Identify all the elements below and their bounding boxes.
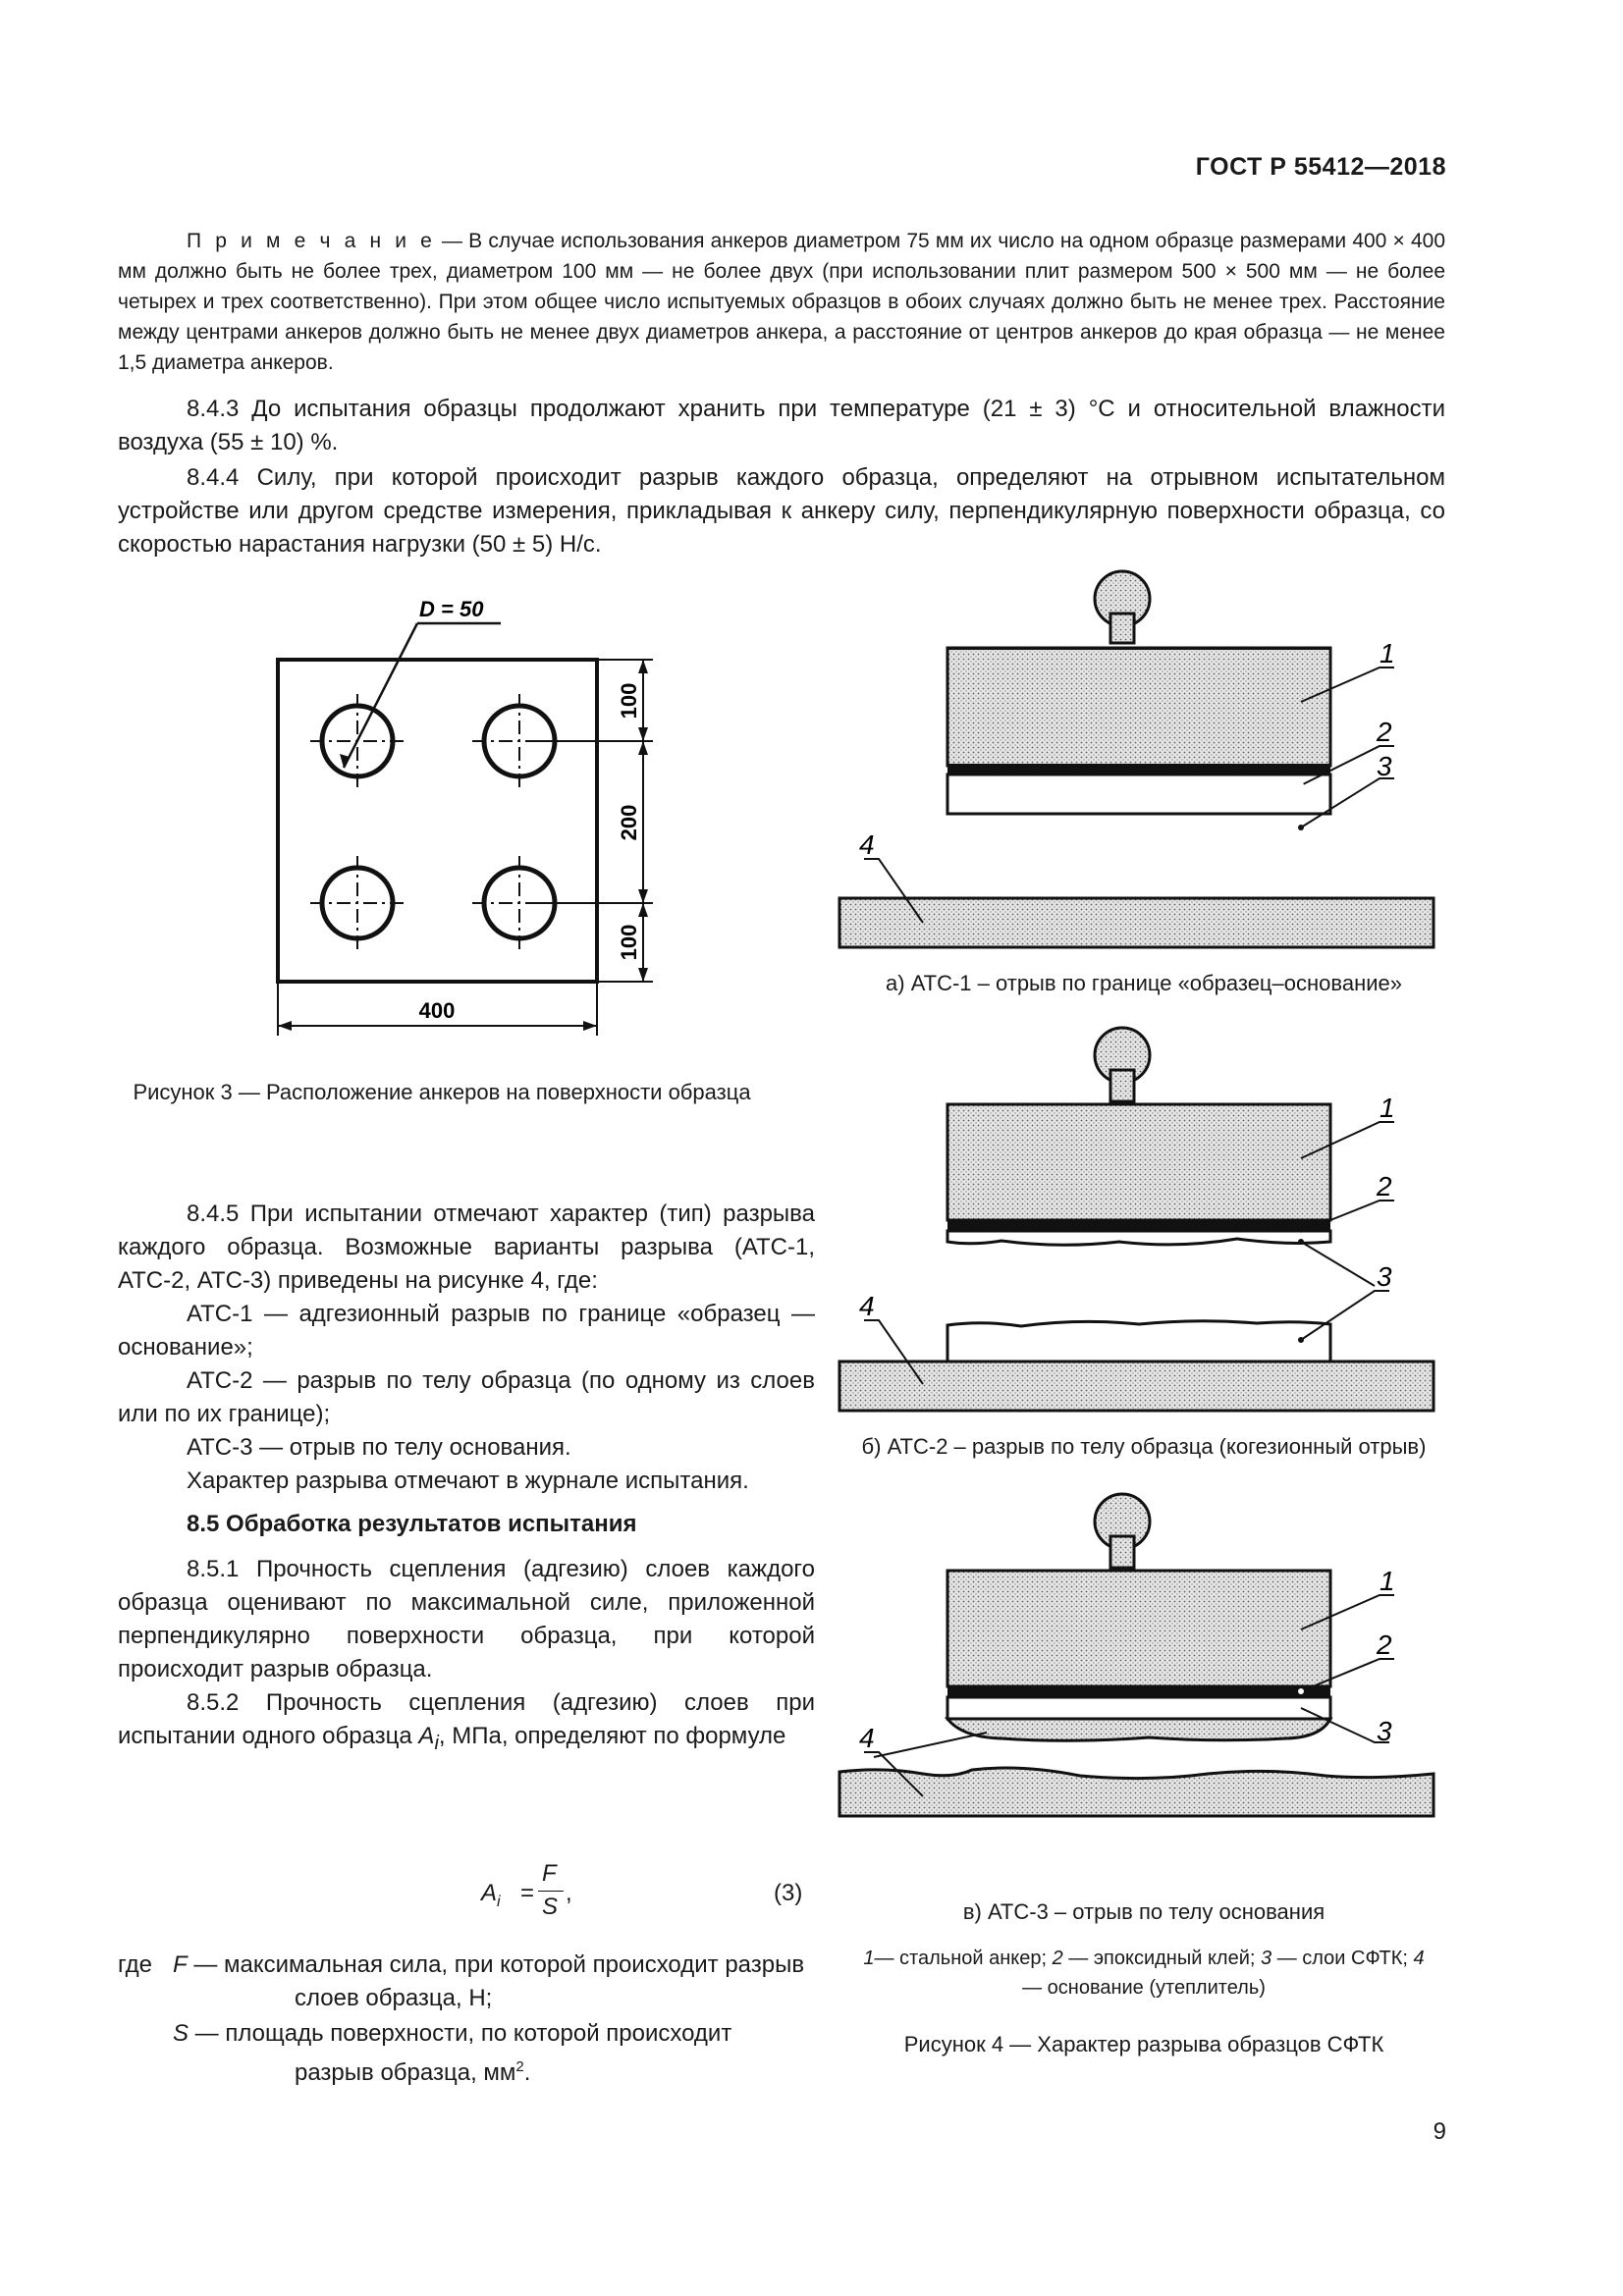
figure-4-caption: Рисунок 4 — Характер разрыва образцов СФТК [903, 2032, 1384, 2056]
label-1-a: 1 [1380, 638, 1395, 668]
dim-400: 400 [418, 998, 456, 1023]
figure-3-anchor-layout [118, 589, 727, 1041]
section-8-5-heading: 8.5 Обработка результатов испытания [187, 1511, 637, 1537]
left-column-text [118, 1198, 815, 1760]
figure-4-legend: 1— стальной анкер; 2 — эпоксидный клей; 3 — слои СФТК; 4 — основание (утеплитель) [863, 1948, 1425, 1999]
label-3-a: 3 [1377, 751, 1392, 781]
label-3-b: 3 [1377, 1261, 1392, 1292]
atc-3-definition: АТС-3 — отрыв по телу основания. [187, 1434, 571, 1461]
label-2-b: 2 [1377, 1171, 1392, 1201]
diameter-label: D = 50 [419, 597, 484, 621]
label-4-b: 4 [859, 1291, 875, 1321]
formula-number: (3) [774, 1880, 803, 1906]
journal-note: Характер разрыва отмечают в журнале испытания. [187, 1468, 749, 1494]
note-label: П р и м е ч а н и е [187, 230, 436, 252]
figure-4c-caption: в) АТС-3 – отрыв по телу основания [962, 1899, 1325, 1924]
dim-100-top: 100 [617, 682, 641, 720]
label-4-a: 4 [859, 829, 875, 860]
label-2-a: 2 [1377, 717, 1392, 747]
label-2-c: 2 [1377, 1629, 1392, 1660]
dim-200: 200 [617, 804, 641, 841]
figure-4a-caption: а) АТС-1 – отрыв по границе «образец–основание» [886, 971, 1402, 995]
note-block [118, 226, 1445, 378]
document-standard-number: ГОСТ Р 55412—2018 [1195, 153, 1446, 181]
label-3-c: 3 [1377, 1716, 1392, 1746]
panel-b-atc2 [839, 1028, 1434, 1411]
paragraph-8-5-1: 8.5.1 Прочность сцепления (адгезию) слоев каждого образца оценивают по максимальной силе, приложенной перпендикулярно поверхности образца, при которой происходит разрыв образца. [118, 1556, 815, 1682]
label-4-c: 4 [859, 1723, 875, 1753]
note-text: — В случае использования анкеров диаметром 75 мм их число на одном образце размерами 400 × 400 мм должно быть не более трех, диаметром 100 мм — не более двух (при использовании плит размером 500 × 500 мм — не более четырех и трех соответственно). При этом общее число испытуемых образцов в обоих случаях должно быть не менее трех. Расстояние между центрами анкеров должно быть не менее двух диаметров анкера, а расстояние от центров анкеров до края образца — не менее 1,5 диаметра анкеров. [118, 230, 1446, 374]
atc-1-definition: АТС-1 — адгезионный разрыв по границе «образец — основание»; [118, 1301, 815, 1361]
panel-a-atc1 [839, 571, 1434, 947]
paragraph-8-4-5: 8.4.5 При испытании отмечают характер (тип) разрыва каждого образца. Возможные варианты разрыва (АТС-1, АТС-2, АТС-3) приведены на рисунке 4, где: [118, 1201, 815, 1294]
label-1-b: 1 [1380, 1093, 1395, 1123]
page-number: 9 [1433, 2118, 1446, 2145]
paragraph-8-4-4: 8.4.4 Силу, при которой происходит разрыв каждого образца, определяют на отрывном испытательном устройстве или другом средстве измерения, прикладывая к анкеру силу, перпендикулярную поверхности образца, со скоростью нарастания нагрузки (50 ± 5) Н/с. [118, 464, 1445, 558]
dim-100-bottom: 100 [617, 924, 641, 961]
figure-3-caption: Рисунок 3 — Расположение анкеров на поверхности образца [133, 1080, 751, 1104]
where-block: где F — максимальная сила, при которой происходит разрыв слоев образца, Н; S — площадь поверхности, по которой происходит разрыв образца, $мм^2$. [118, 1951, 805, 2086]
label-1-c: 1 [1380, 1566, 1395, 1596]
panel-c-atc3 [839, 1494, 1434, 1816]
paragraph-8-4-3: 8.4.3 До испытания образцы продолжают хранить при температуре (21 ± 3) °С и относительной влажности воздуха (55 ± 10) %. [118, 396, 1445, 455]
paragraph-8-5-2: 8.5.2 Прочность сцепления (адгезию) слоев при испытании одного образца $A_i$, МПа, определяют по формуле [118, 1689, 815, 1754]
figure-4-failure-modes [825, 564, 1453, 1860]
sample-square [278, 660, 597, 982]
formula-3: $A_i$ = F S , (3) [481, 1860, 803, 1920]
atc-2-definition: АТС-2 — разрыв по телу образца (по одному из слоев или по их границе); [118, 1367, 815, 1427]
figure-4b-caption: б) АТС-2 – разрыв по телу образца (когезионный отрыв) [861, 1434, 1427, 1459]
